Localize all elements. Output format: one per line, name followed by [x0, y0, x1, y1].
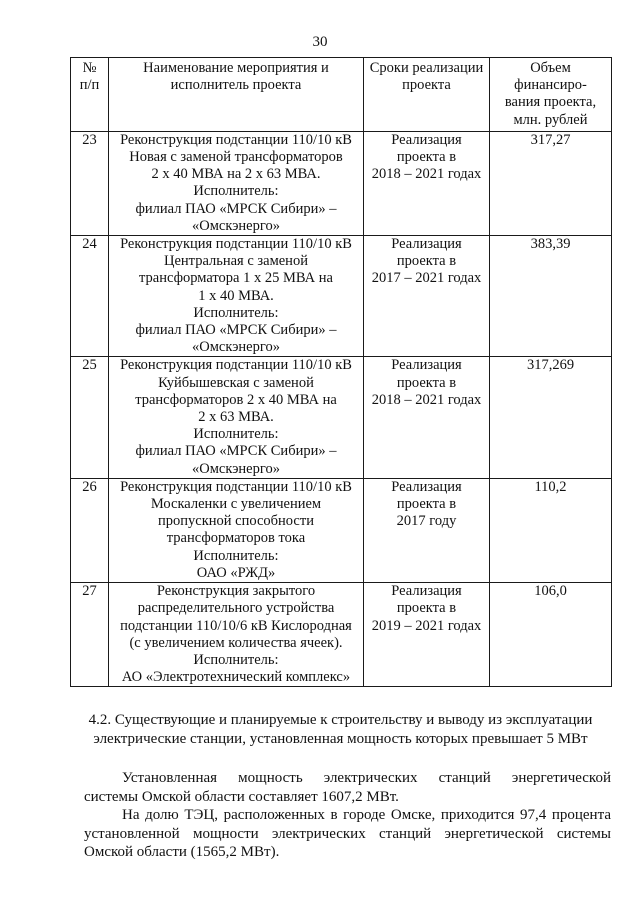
row-financing: 317,27: [490, 131, 612, 235]
term-line: Реализация: [391, 357, 462, 374]
header-fin-line: вания проекта,: [504, 94, 597, 111]
name-line: трансформаторов 2 х 40 МВА на: [135, 391, 337, 408]
header-term: [364, 58, 490, 132]
name-line: распределительного устройства: [137, 600, 335, 617]
section-heading: [70, 711, 611, 748]
row-name: [109, 583, 364, 687]
name-line: «Омскэнерго»: [192, 339, 280, 356]
page-number: 30: [312, 34, 328, 50]
row-name: [109, 357, 364, 478]
name-line: пропускной способности: [158, 513, 314, 530]
header-name-line: Наименование мероприятия и: [143, 60, 329, 76]
name-line: Исполнитель:: [193, 547, 279, 564]
name-line: Исполнитель:: [193, 651, 279, 668]
row-financing: 317,269: [490, 357, 612, 478]
row-term: [364, 583, 490, 687]
table-row: [71, 583, 612, 687]
paragraph-rest: установленной мощности электрических станций энергетической системы Омской области (1565,2 МВт).: [84, 825, 611, 860]
table-row: [71, 478, 612, 582]
header-term-line: проекта: [402, 77, 451, 94]
header-term-line: Сроки реализации: [369, 60, 484, 76]
term-line: 2019 – 2021 годах: [371, 617, 482, 634]
paragraph: [84, 806, 611, 862]
table-row: [71, 236, 612, 357]
name-line: Реконструкция подстанции 110/10 кВ: [120, 478, 352, 495]
name-line: Исполнитель:: [193, 183, 279, 200]
name-line: Куйбышевская с заменой: [158, 374, 314, 391]
row-term: [364, 478, 490, 582]
header-name: [109, 58, 364, 132]
term-line: проекта в: [396, 600, 457, 617]
name-line: Реконструкция подстанции 110/10 кВ: [120, 131, 352, 148]
term-line: проекта в: [396, 149, 457, 166]
row-name: [109, 236, 364, 357]
name-line: Реконструкция подстанции 110/10 кВ: [120, 236, 352, 253]
row-term: [364, 236, 490, 357]
term-line: 2017 – 2021 годах: [371, 270, 482, 287]
row-financing: 383,39: [490, 236, 612, 357]
row-name: [109, 478, 364, 582]
name-line: подстанции 110/10/6 кВ Кислородная: [120, 617, 352, 634]
table-row: [71, 357, 612, 478]
row-number: 26: [71, 478, 109, 582]
paragraph-rest: системы Омской области составляет 1607,2 МВт.: [84, 788, 399, 805]
name-line: трансформатора 1 х 25 МВА на: [139, 270, 333, 287]
header-num-line: п/п: [79, 77, 100, 94]
name-line: (с увеличением количества ячеек).: [129, 634, 343, 651]
section-heading-line: электрические станции, установленная мощность которых превышает 5 МВт: [93, 730, 588, 747]
paragraph-first-line: Установленная мощность электрических станций энергетической: [122, 770, 611, 786]
term-line: проекта в: [396, 253, 457, 270]
name-line: «Омскэнерго»: [192, 460, 280, 477]
name-line: «Омскэнерго»: [192, 217, 280, 234]
projects-table: [70, 57, 612, 687]
name-line: 2 х 63 МВА.: [198, 409, 274, 426]
row-number: 27: [71, 583, 109, 687]
name-line: ОАО «РЖД»: [196, 564, 276, 581]
name-line: филиал ПАО «МРСК Сибири» –: [135, 200, 337, 217]
header-fin-line: Объем: [530, 60, 571, 76]
term-line: проекта в: [396, 374, 457, 391]
row-name: [109, 131, 364, 235]
header-fin-line: млн. рублей: [513, 111, 588, 128]
section-heading-line: 4.2. Существующие и планируемые к строительству и выводу из эксплуатации: [88, 712, 593, 728]
name-line: Центральная с заменой: [164, 253, 308, 270]
header-fin-line: финансиро-: [514, 77, 587, 94]
name-line: Москаленки с увеличением: [150, 496, 322, 513]
name-line: Реконструкция закрытого: [156, 583, 316, 600]
name-line: Реконструкция подстанции 110/10 кВ: [120, 357, 352, 374]
term-line: Реализация: [391, 131, 462, 148]
row-financing: 106,0: [490, 583, 612, 687]
header-num-line: №: [82, 60, 97, 76]
table-header-row: [71, 58, 612, 132]
name-line: Исполнитель:: [193, 426, 279, 443]
paragraph: [84, 769, 611, 806]
name-line: 1 х 40 МВА.: [198, 287, 274, 304]
term-line: 2018 – 2021 годах: [371, 391, 482, 408]
name-line: АО «Электротехнический комплекс»: [121, 669, 351, 686]
table-row: [71, 131, 612, 235]
term-line: Реализация: [391, 583, 462, 600]
header-num: [71, 58, 109, 132]
header-name-line: исполнитель проекта: [170, 77, 302, 94]
term-line: проекта в: [396, 496, 457, 513]
name-line: филиал ПАО «МРСК Сибири» –: [135, 443, 337, 460]
row-number: 24: [71, 236, 109, 357]
row-financing: 110,2: [490, 478, 612, 582]
name-line: Исполнитель:: [193, 304, 279, 321]
row-number: 23: [71, 131, 109, 235]
name-line: Новая с заменой трансформаторов: [129, 149, 343, 166]
header-fin: [490, 58, 612, 132]
term-line: 2017 году: [396, 513, 457, 530]
name-line: трансформаторов тока: [166, 530, 306, 547]
paragraph-first-line: На долю ТЭЦ, расположенных в городе Омске, приходится 97,4 процента: [122, 807, 611, 823]
term-line: Реализация: [391, 236, 462, 253]
name-line: 2 х 40 МВА на 2 х 63 МВА.: [151, 166, 321, 183]
row-term: [364, 357, 490, 478]
term-line: 2018 – 2021 годах: [371, 166, 482, 183]
row-number: 25: [71, 357, 109, 478]
name-line: филиал ПАО «МРСК Сибири» –: [135, 322, 337, 339]
row-term: [364, 131, 490, 235]
term-line: Реализация: [391, 478, 462, 495]
